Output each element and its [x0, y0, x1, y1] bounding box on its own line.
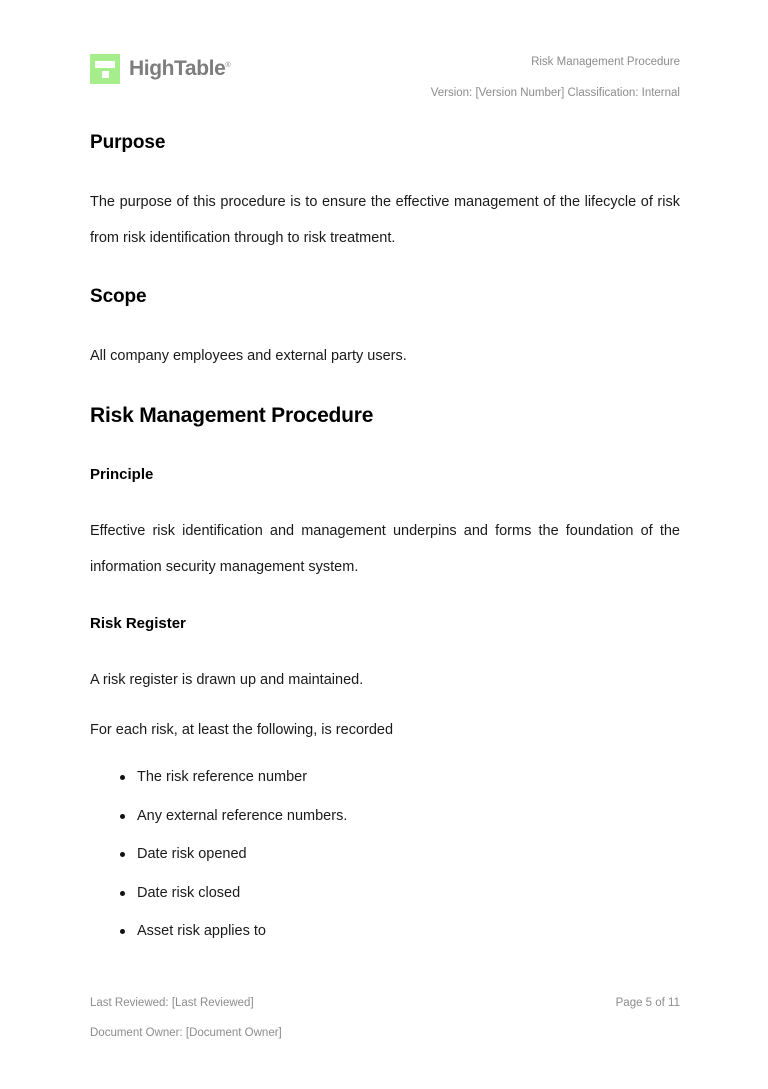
spacer — [90, 308, 680, 338]
list-item — [90, 809, 680, 824]
spacer — [90, 374, 680, 404]
logo-stub-shape — [102, 71, 109, 78]
bullet-icon — [120, 929, 125, 934]
paragraph-risk-register-1: A risk register is drawn up and maintained. — [90, 672, 364, 688]
spacer — [90, 154, 680, 184]
spacer — [90, 428, 680, 466]
list-item-label: The risk reference number — [137, 769, 308, 785]
brand-wordmark — [129, 57, 231, 81]
list-item-label: Any external reference numbers. — [137, 807, 348, 824]
list-item — [90, 847, 680, 862]
list-item-label: Date risk closed — [137, 884, 241, 901]
spacer — [90, 585, 680, 615]
paragraph-scope: All company employees and external party users. — [90, 348, 407, 364]
spacer — [90, 256, 680, 286]
header-document-title: Risk Management Procedure — [531, 56, 680, 68]
heading-scope: Scope — [90, 286, 147, 307]
logo-bar-shape — [95, 61, 115, 68]
registered-mark: ® — [225, 62, 231, 69]
footer-page-number: Page 5 of 11 — [615, 997, 680, 1009]
footer-row-top — [90, 997, 680, 1009]
header-version-classification: Version: [Version Number] Classification: Internal — [430, 86, 680, 99]
document-footer — [90, 997, 680, 1039]
bullet-icon — [120, 775, 125, 780]
paragraph-purpose: The purpose of this procedure is to ensure the effective management of the lifecycle of risk from risk identification through to risk treatment. — [90, 194, 680, 246]
spacer — [90, 698, 680, 712]
spacer — [90, 632, 680, 662]
list-item — [90, 770, 680, 785]
spacer — [90, 483, 680, 513]
footer-document-owner: Document Owner: [Document Owner] — [90, 1027, 282, 1039]
footer-row-bottom — [90, 1027, 680, 1039]
bullet-icon — [120, 814, 125, 819]
list-item-label: Date risk opened — [137, 846, 247, 862]
risk-register-field-list — [90, 770, 680, 939]
list-item — [90, 886, 680, 901]
paragraph-risk-register-2: For each risk, at least the following, is recorded — [90, 722, 394, 738]
brand-logo — [90, 54, 231, 84]
document-header — [90, 48, 680, 110]
heading-principle: Principle — [90, 466, 154, 483]
paragraph-principle: Effective risk identification and management underpins and forms the foundation of the information security management system. — [90, 523, 680, 575]
header-metadata — [431, 48, 680, 99]
bullet-icon — [120, 891, 125, 896]
document-body — [90, 132, 680, 939]
spacer — [90, 748, 680, 770]
bullet-icon — [120, 852, 125, 857]
heading-risk-register: Risk Register — [90, 615, 186, 632]
brand-name-text: HighTable — [129, 57, 226, 80]
heading-purpose: Purpose — [90, 132, 166, 153]
heading-risk-management-procedure: Risk Management Procedure — [90, 404, 374, 427]
list-item-label: Asset risk applies to — [137, 923, 266, 939]
footer-last-reviewed: Last Reviewed: [Last Reviewed] — [90, 997, 254, 1009]
list-item — [90, 924, 680, 939]
hightable-square-logo-icon — [90, 54, 120, 84]
